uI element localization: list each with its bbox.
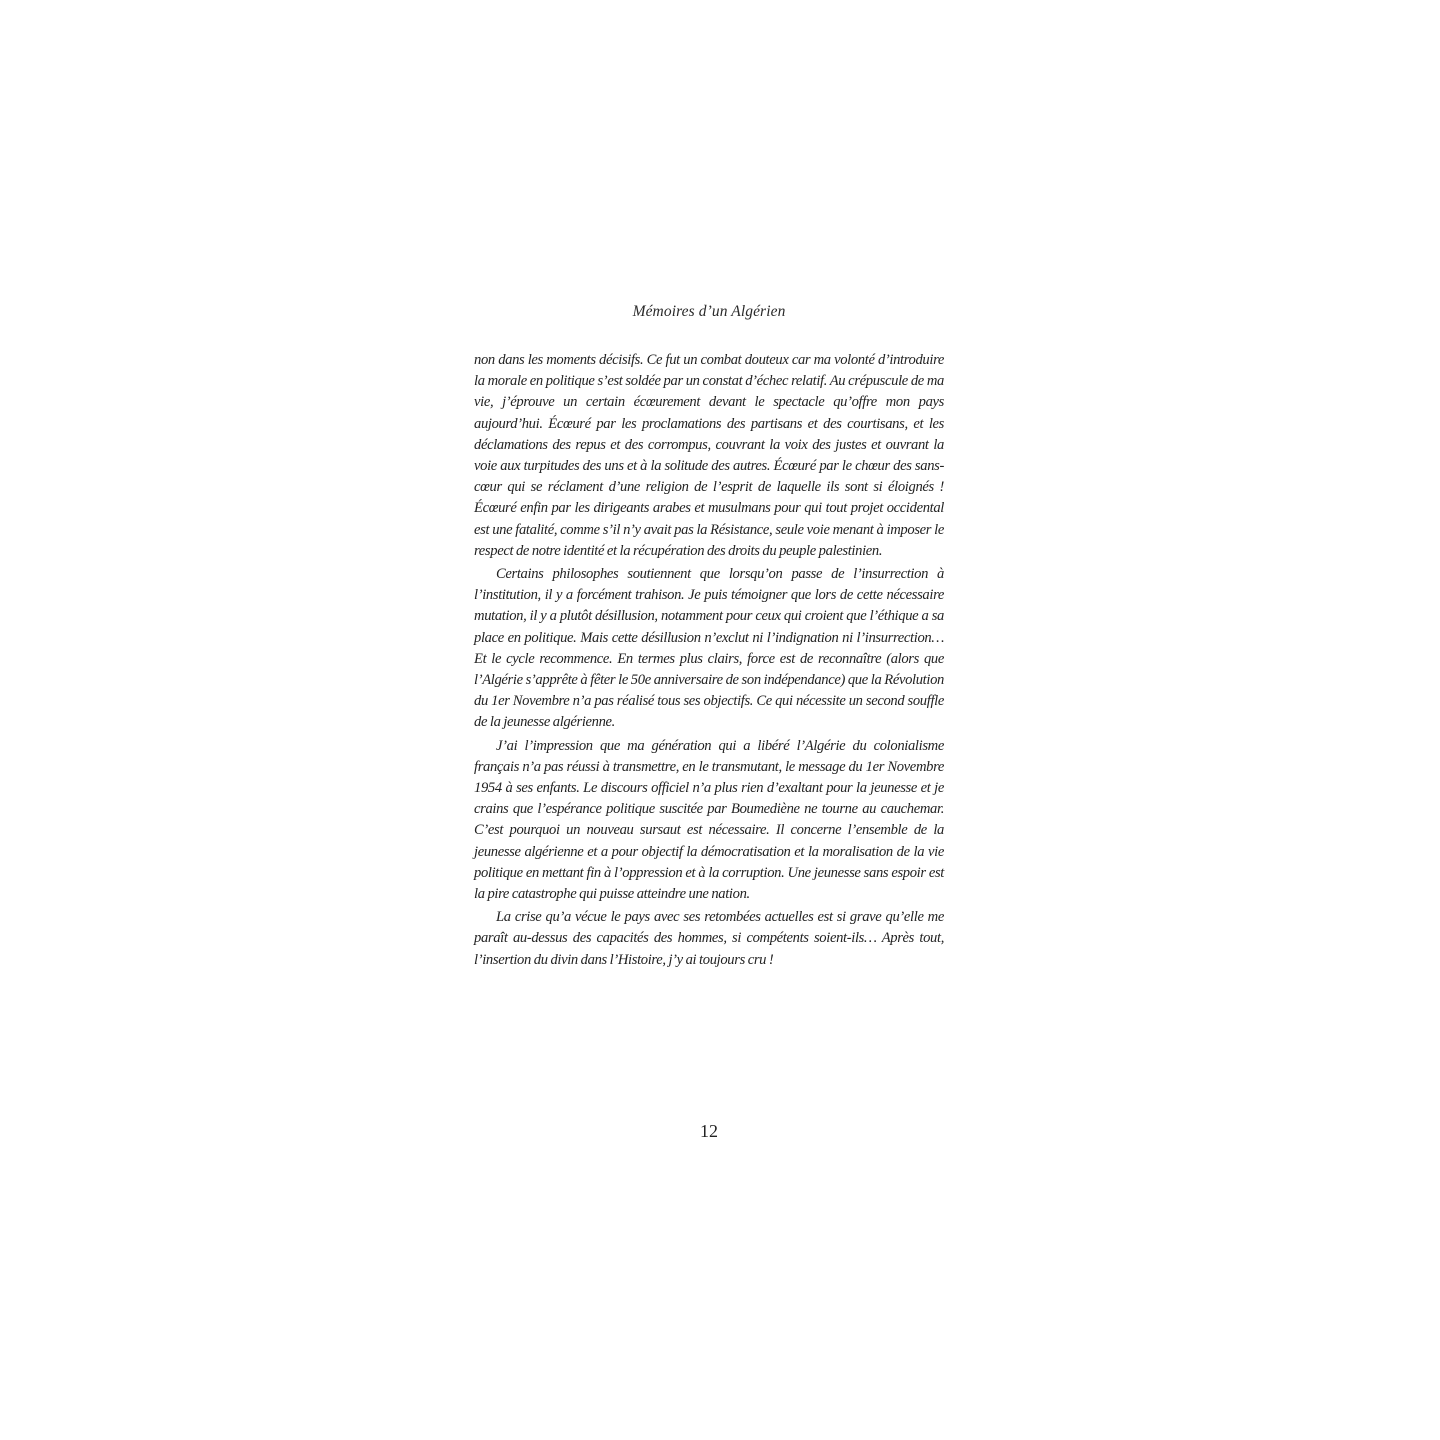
body-text <box>474 350 944 973</box>
paragraph-3: J’ai l’impression que ma génération qui a libéré l’Algérie du colonialisme français n’a pas réussi à transmettre, en le transmutant, le message du 1er Novembre 1954 à ses enfants. Le discours officiel n’a plus rien d’exaltant pour la jeunesse et je crains que l’espérance politique suscitée par Boumediène ne tourne au cauchemar. C’est pourquoi un nouveau sursaut est nécessaire. Il concerne l’ensemble de la jeunesse algérienne et a pour objectif la démocratisation et la moralisation de la vie politique en mettant fin à l’oppression et à la corruption. Une jeunesse sans espoir est la pire catastrophe qui puisse atteindre une nation. <box>474 737 944 903</box>
paragraph-2: Certains philosophes soutiennent que lorsqu’on passe de l’insurrection à l’institution, il y a forcément trahison. Je puis témoigner que lors de cette nécessaire mutation, il y a plutôt désillusion, notamment pour ceux qui croient que l’éthique a sa place en politique. Mais cette désillusion n’exclut ni l’indignation ni l’insurrection… Et le cycle recommence. En termes plus clairs, force est de reconnaître (alors que l’Algérie s’apprête à fêter le 50e anniversaire de son indépendance) que la Révolution du 1er Novembre n’a pas réalisé tous ses objectifs. Ce qui nécessite un second souffle de la jeunesse algérienne. <box>474 566 944 731</box>
running-head-title: Mémoires d’un Algérien <box>632 303 786 320</box>
paragraph-4: La crise qu’a vécue le pays avec ses retombées actuelles est si grave qu’elle me paraît au-dessus des capacités des hommes, si compétents soient-ils… Après tout, l’insertion du divin dans l’Histoire, j’y ai toujours cru ! <box>474 909 944 968</box>
paragraph-1: non dans les moments décisifs. Ce fut un combat douteux car ma volonté d’introduire la morale en politique s’est soldée par un constat d’échec relatif. Au crépuscule de ma vie, j’éprouve un certain écœurement devant le spectacle qu’offre mon pays aujourd’hui. Écœuré par les proclamations des partisans et des courtisans, et les déclamations des repus et des corrompus, couvrant la voix des justes et ouvrant la voie aux turpitudes des uns et à la solitude des autres. Écœuré par le chœur des sans-cœur qui se réclament d’une religion de l’esprit de laquelle ils sont si éloignés ! Écœuré enfin par les dirigeants arabes et musulmans pour qui tout projet occidental est une fatalité, comme s’il n’y avait pas la Résistance, seule voie menant à imposer le respect de notre identité et la récupération des droits du peuple palestinien. <box>474 352 944 559</box>
page-number: 12 <box>700 1121 718 1141</box>
